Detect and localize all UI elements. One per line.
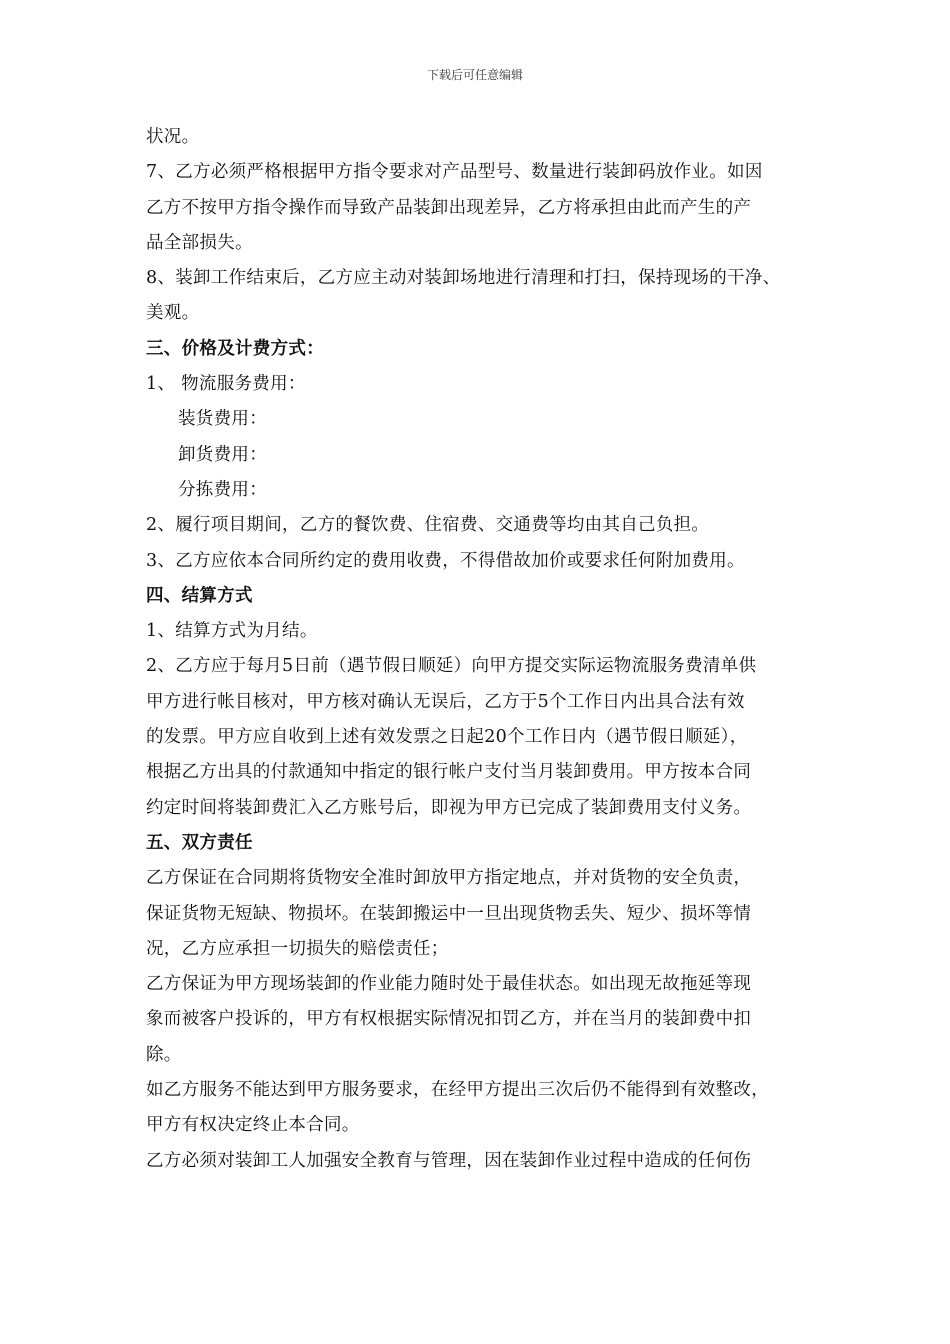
text-line: 卸货费用： xyxy=(178,444,267,465)
text-line: 分拣费用： xyxy=(178,479,267,500)
section-heading: 四、结算方式 xyxy=(146,585,253,606)
text-line: 1、结算方式为月结。 xyxy=(146,621,318,642)
text-line: 3、乙方应依本合同所约定的费用收费，不得借故加价或要求任何附加费用。 xyxy=(146,550,745,571)
text-line: 乙方保证为甲方现场装卸的作业能力随时处于最佳状态。如出现无故拖延等现 xyxy=(146,974,752,995)
text-line: 乙方不按甲方指令操作而导致产品装卸出现差异，乙方将承担由此而产生的产 xyxy=(146,197,752,218)
text-line: 甲方有权决定终止本合同。 xyxy=(146,1115,360,1136)
text-line: 象而被客户投诉的，甲方有权根据实际情况扣罚乙方，并在当月的装卸费中扣 xyxy=(146,1009,752,1030)
text-line: 乙方必须对装卸工人加强安全教育与管理，因在装卸作业过程中造成的任何伤 xyxy=(146,1150,752,1171)
text-line: 8、装卸工作结束后，乙方应主动对装卸场地进行清理和打扫，保持现场的干净、 xyxy=(146,268,781,289)
text-line: 状况。 xyxy=(146,127,200,147)
text-line: 2、履行项目期间，乙方的餐饮费、住宿费、交通费等均由其自己负担。 xyxy=(146,515,710,536)
text-line: 品全部损失。 xyxy=(146,232,253,253)
document-body xyxy=(146,120,810,1179)
section-heading: 五、双方责任 xyxy=(146,832,253,853)
text-line: 甲方进行帐目核对，甲方核对确认无误后，乙方于5个工作日内出具合法有效 xyxy=(146,691,745,712)
text-line: 根据乙方出具的付款通知中指定的银行帐户支付当月装卸费用。甲方按本合同 xyxy=(146,762,752,783)
text-line: 的发票。甲方应自收到上述有效发票之日起20个工作日内（遇节假日顺延）， xyxy=(146,727,748,748)
text-line: 除。 xyxy=(146,1044,182,1065)
text-line: 约定时间将装卸费汇入乙方账号后，即视为甲方已完成了装卸费用支付义务。 xyxy=(146,797,752,818)
text-line: 装货费用： xyxy=(178,409,267,430)
text-line: 况，乙方应承担一切损失的赔偿责任； xyxy=(146,938,449,959)
text-line: 乙方保证在合同期将货物安全准时卸放甲方指定地点，并对货物的安全负责， xyxy=(146,868,752,889)
section-heading: 三、价格及计费方式： xyxy=(146,338,324,359)
text-line: 1、 物流服务费用： xyxy=(146,374,306,395)
text-line: 2、乙方应于每月5日前（遇节假日顺延）向甲方提交实际运物流服务费清单供 xyxy=(146,656,757,677)
text-line: 7、乙方必须严格根据甲方指令要求对产品型号、数量进行装卸码放作业。如因 xyxy=(146,162,763,183)
text-line: 美观。 xyxy=(146,303,200,324)
text-line: 如乙方服务不能达到甲方服务要求，在经甲方提出三次后仍不能得到有效整改， xyxy=(146,1080,769,1101)
page-header: 下载后可任意编辑 xyxy=(426,68,523,82)
text-line: 保证货物无短缺、物损坏。在装卸搬运中一旦出现货物丢失、短少、损坏等情 xyxy=(146,903,752,924)
